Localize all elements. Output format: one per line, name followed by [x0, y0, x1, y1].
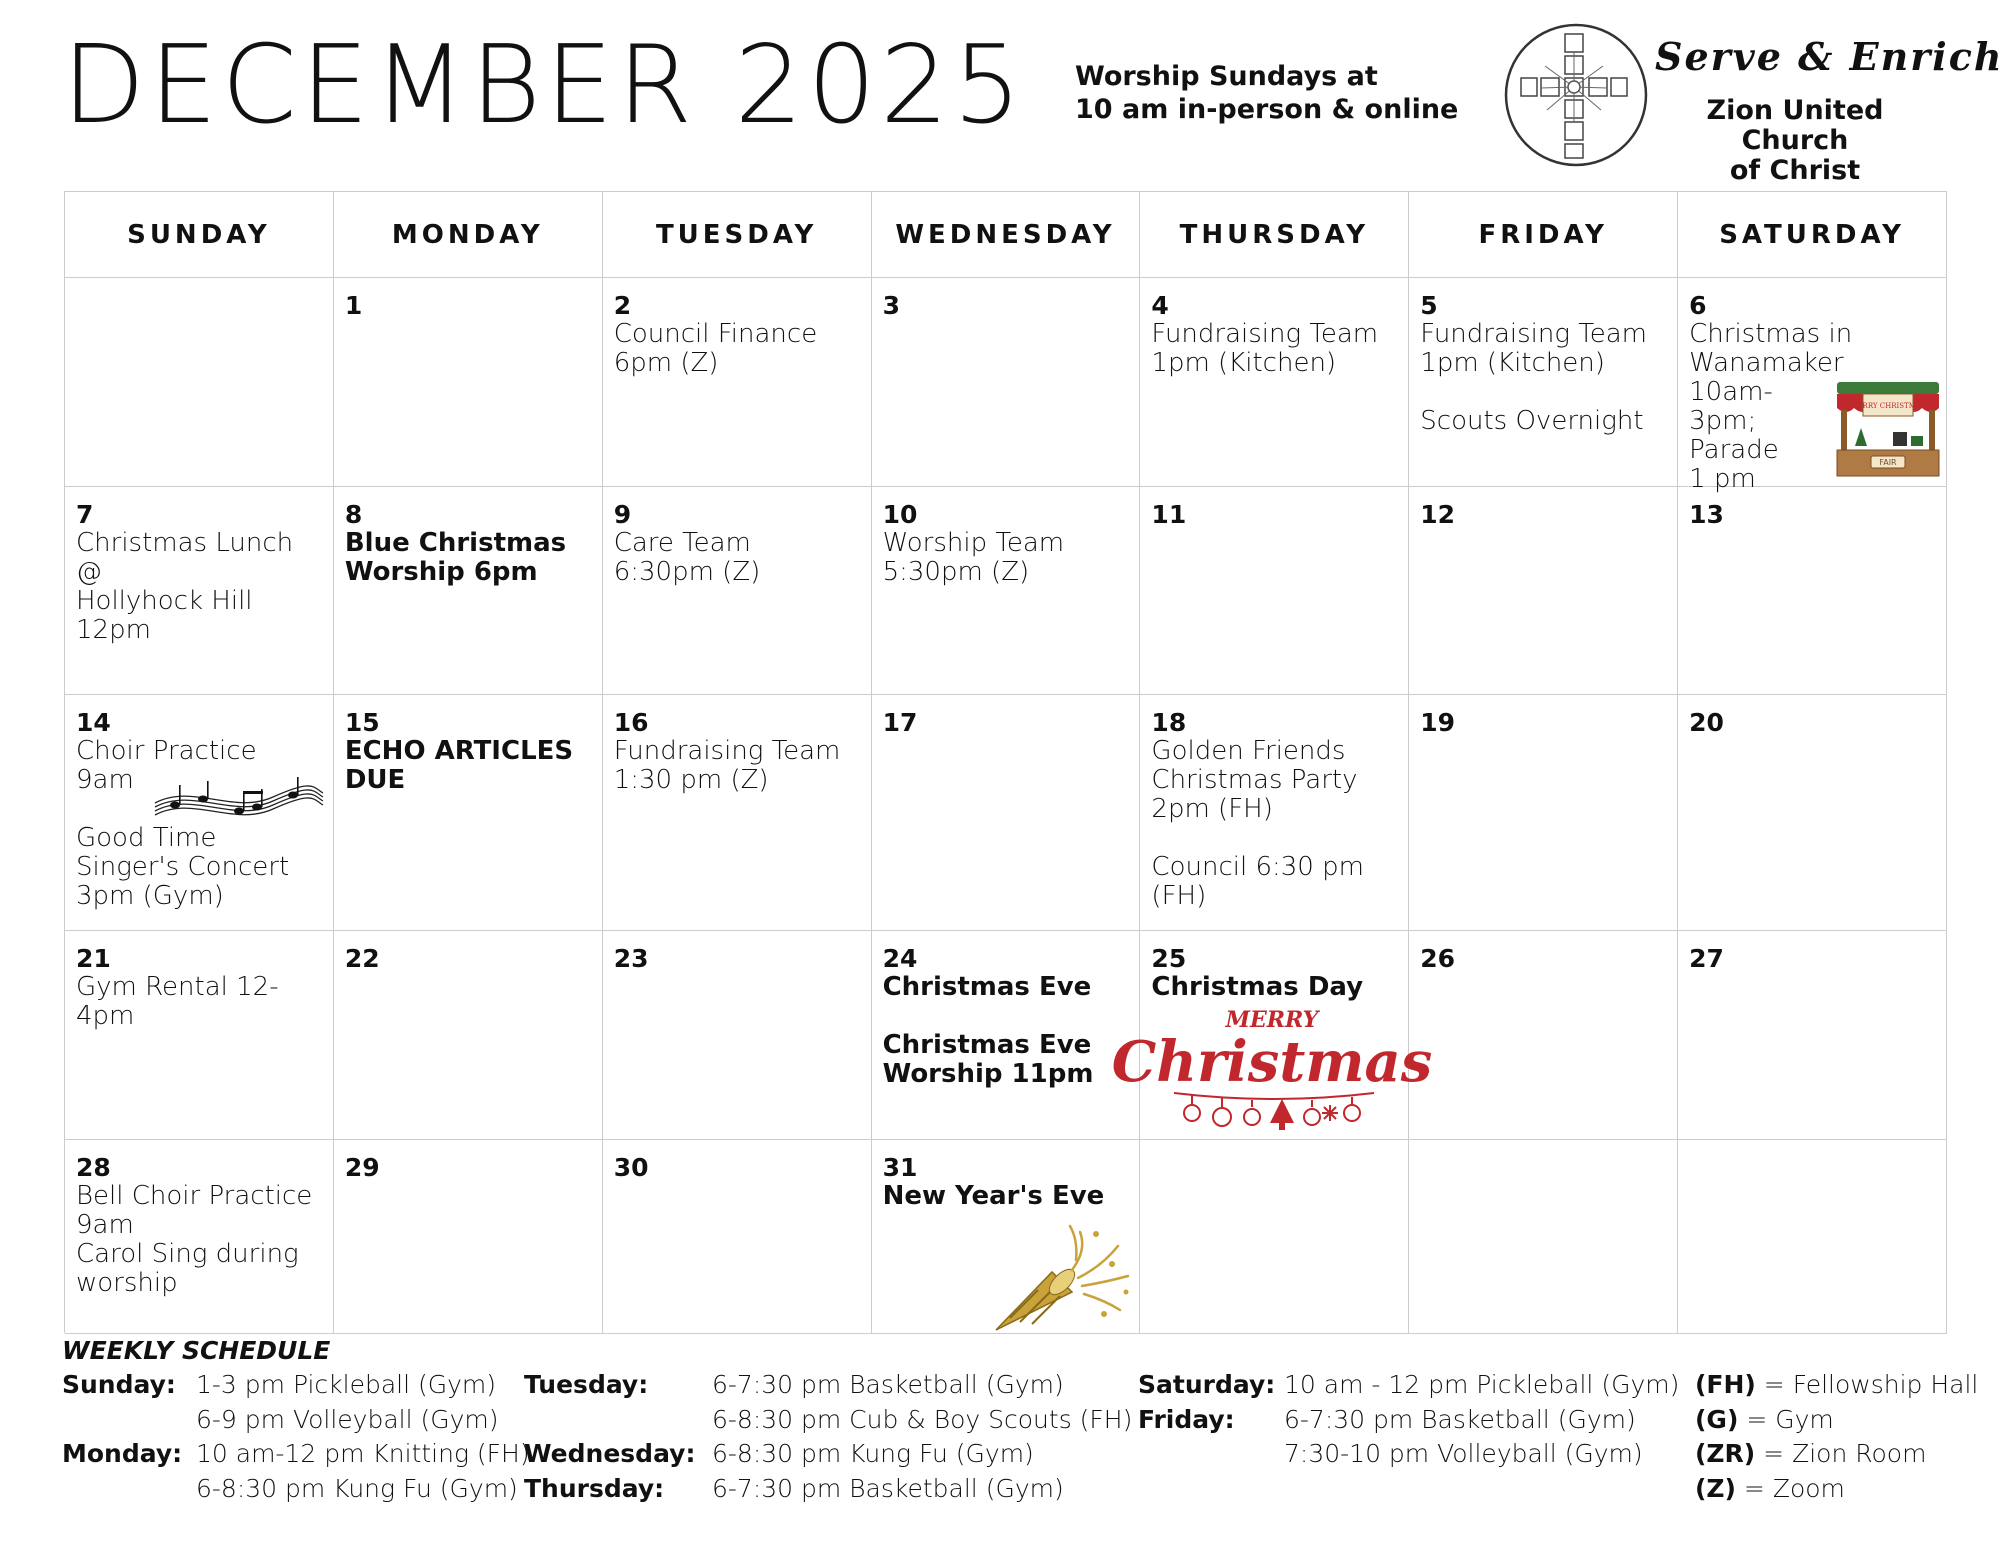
- day-number: 8: [344, 500, 363, 529]
- cross-logo-icon: [1503, 22, 1649, 168]
- day-number: 28: [76, 1153, 111, 1182]
- day-number: 1: [344, 291, 363, 320]
- day-cell-12[interactable]: [1409, 487, 1678, 695]
- day-cell-5[interactable]: [1409, 278, 1678, 487]
- event-fundraising-team: Fundraising Team 1:30 pm (Z): [613, 736, 841, 795]
- day-cell-13[interactable]: [1678, 487, 1947, 695]
- event-care-team: Care Team 6:30pm (Z): [613, 528, 761, 587]
- event-christmas-eve-worship: Christmas Eve Worship 11pm: [882, 1030, 1094, 1089]
- worship-line-1: Worship Sundays at: [1075, 61, 1378, 92]
- event-bell-choir-carol-sing: Bell Choir Practice 9am Carol Sing during worship: [76, 1181, 313, 1298]
- legend-key: (ZR): [1695, 1439, 1756, 1468]
- day-number: 16: [613, 708, 649, 737]
- church-name: [1655, 96, 1935, 186]
- weekly-monday-item: 6-8:30 pm Kung Fu (Gym): [196, 1473, 518, 1503]
- legend-key: (Z): [1695, 1473, 1736, 1503]
- day-cell-28[interactable]: [65, 1140, 334, 1334]
- day-cell-23[interactable]: [603, 931, 872, 1140]
- day-number: 22: [344, 944, 380, 973]
- day-number: 4: [1151, 291, 1169, 320]
- legend-text: = Gym: [1738, 1404, 1834, 1434]
- day-cell-18[interactable]: [1140, 695, 1409, 931]
- day-number: 17: [882, 708, 918, 737]
- day-cell-2[interactable]: [603, 278, 872, 487]
- party-popper-icon: [992, 1220, 1132, 1334]
- weekly-saturday-label: Saturday:: [1138, 1370, 1276, 1399]
- weekday-header-wednesday: WEDNESDAY: [872, 192, 1141, 278]
- weekday-header-sunday: SUNDAY: [65, 192, 334, 278]
- weekly-sunday-item: 6-9 pm Volleyball (Gym): [196, 1404, 499, 1434]
- day-cell-10[interactable]: [872, 487, 1141, 695]
- event-christmas-lunch: Christmas Lunch @ Hollyhock Hill 12pm: [76, 528, 294, 645]
- day-cell-30[interactable]: [603, 1140, 872, 1334]
- weekly-wednesday-item: 6-8:30 pm Kung Fu (Gym): [712, 1439, 1034, 1468]
- day-cell-22[interactable]: [334, 931, 603, 1140]
- day-number: 2: [613, 291, 632, 320]
- day-number: 3: [882, 291, 900, 320]
- day-number: 9: [613, 500, 632, 529]
- legend-item: [1695, 1368, 1978, 1403]
- event-scouts-overnight: Scouts Overnight: [1420, 406, 1644, 436]
- weekly-monday-label: Monday:: [62, 1439, 183, 1468]
- merry-christmas-icon: [1112, 1001, 1433, 1135]
- weekly-wednesday-label: Wednesday:: [524, 1439, 696, 1468]
- day-number: 24: [882, 944, 918, 973]
- day-number: 18: [1151, 708, 1187, 737]
- day-cell-9[interactable]: [603, 487, 872, 695]
- day-cell-24[interactable]: [872, 931, 1141, 1140]
- weekday-header-friday: FRIDAY: [1409, 192, 1678, 278]
- day-number: 12: [1420, 500, 1456, 529]
- day-cell-7[interactable]: [65, 487, 334, 695]
- day-cell-26[interactable]: [1409, 931, 1678, 1140]
- day-cell-empty: [65, 278, 334, 487]
- event-golden-friends-party: Golden Friends Christmas Party 2pm (FH): [1151, 736, 1358, 824]
- day-cell-15[interactable]: [334, 695, 603, 931]
- event-fundraising-team: Fundraising Team 1pm (Kitchen): [1151, 319, 1379, 378]
- weekly-schedule-title: WEEKLY SCHEDULE: [62, 1336, 331, 1365]
- calendar-grid: [64, 191, 1947, 1333]
- weekly-tuesday-label: Tuesday:: [524, 1370, 649, 1399]
- day-cell-16[interactable]: [603, 695, 872, 931]
- legend-text: = Zoom: [1735, 1473, 1845, 1503]
- event-gym-rental: Gym Rental 12- 4pm: [76, 972, 279, 1031]
- tagline: Serve & Enrich: [1655, 34, 2003, 79]
- day-number: 29: [344, 1153, 380, 1182]
- day-number: 21: [76, 944, 111, 973]
- day-number: 7: [76, 500, 94, 529]
- day-cell-19[interactable]: [1409, 695, 1678, 931]
- weekly-thursday-label: Thursday:: [524, 1473, 665, 1503]
- worship-note: [1075, 60, 1458, 126]
- music-notes-icon: [153, 777, 325, 827]
- day-number: 6: [1689, 291, 1707, 320]
- weekday-header-tuesday: TUESDAY: [603, 192, 872, 278]
- day-cell-4[interactable]: [1140, 278, 1409, 487]
- day-cell-20[interactable]: [1678, 695, 1947, 931]
- day-number: 26: [1420, 944, 1456, 973]
- day-cell-27[interactable]: [1678, 931, 1947, 1140]
- weekly-schedule: [62, 1336, 1979, 1536]
- day-number: 13: [1689, 500, 1724, 529]
- event-choir-practice: Choir Practice 9am: [76, 736, 257, 795]
- day-cell-29[interactable]: [334, 1140, 603, 1334]
- legend-text: = Fellowship Hall: [1755, 1370, 1979, 1399]
- day-number: 14: [76, 708, 111, 737]
- legend-key: (FH): [1695, 1370, 1756, 1399]
- event-good-time-singers-concert: Good Time Singer's Concert 3pm (Gym): [76, 823, 290, 911]
- legend-item: [1695, 1472, 1845, 1507]
- day-cell-14[interactable]: [65, 695, 334, 931]
- day-cell-31[interactable]: [872, 1140, 1141, 1334]
- page-title: DECEMBER 2025: [62, 23, 1026, 148]
- market-stall-icon: [1833, 376, 1943, 486]
- legend-item: [1695, 1437, 1926, 1472]
- event-blue-christmas: Blue Christmas Worship 6pm: [344, 528, 567, 587]
- day-number: 5: [1420, 291, 1438, 320]
- weekly-friday-item: 6-7:30 pm Basketball (Gym): [1284, 1404, 1636, 1434]
- day-cell-11[interactable]: [1140, 487, 1409, 695]
- legend-item: [1695, 1403, 1834, 1438]
- weekly-thursday-item: 6-7:30 pm Basketball (Gym): [712, 1473, 1064, 1503]
- day-cell-21[interactable]: [65, 931, 334, 1140]
- event-new-years-eve: New Year's Eve: [882, 1181, 1105, 1211]
- day-number: 15: [344, 708, 380, 737]
- worship-line-2: 10 am in-person & online: [1075, 94, 1459, 125]
- event-echo-articles-due: ECHO ARTICLES DUE: [344, 736, 574, 795]
- day-cell-empty: [1140, 1140, 1409, 1334]
- christmas-text: Christmas: [1112, 1029, 1433, 1095]
- day-number: 27: [1689, 944, 1724, 973]
- day-number: 25: [1151, 944, 1187, 973]
- weekly-saturday-item: 10 am - 12 pm Pickleball (Gym): [1284, 1370, 1680, 1399]
- weekly-friday-item: 7:30-10 pm Volleyball (Gym): [1284, 1439, 1643, 1468]
- day-number: 23: [613, 944, 649, 973]
- merry-text: MERRY: [1226, 1007, 1319, 1033]
- day-number: 19: [1420, 708, 1456, 737]
- day-cell-3[interactable]: [872, 278, 1141, 487]
- day-cell-empty: [1678, 1140, 1947, 1334]
- day-cell-8[interactable]: [334, 487, 603, 695]
- weekly-sunday-item: 1-3 pm Pickleball (Gym): [196, 1370, 497, 1399]
- day-number: 20: [1689, 708, 1724, 737]
- day-number: 10: [882, 500, 918, 529]
- day-cell-17[interactable]: [872, 695, 1141, 931]
- event-fundraising-team: Fundraising Team 1pm (Kitchen): [1420, 319, 1647, 378]
- stall-sign-text: MERRY CHRISTMAS: [1850, 402, 1926, 410]
- weekly-tuesday-item: 6-8:30 pm Cub & Boy Scouts (FH): [712, 1404, 1133, 1434]
- day-number: 31: [882, 1153, 918, 1182]
- event-council-finance: Council Finance 6pm (Z): [613, 319, 818, 378]
- day-cell-empty: [1409, 1140, 1678, 1334]
- weekly-friday-label: Friday:: [1138, 1404, 1235, 1434]
- legend-key: (G): [1695, 1404, 1739, 1434]
- weekly-monday-item: 10 am-12 pm Knitting (FH): [196, 1439, 530, 1468]
- event-christmas-eve: Christmas Eve: [882, 972, 1092, 1002]
- day-number: 11: [1151, 500, 1187, 529]
- weekday-header-monday: MONDAY: [334, 192, 603, 278]
- stall-board-text: FAIR: [1879, 458, 1897, 467]
- church-name-line-1: Zion United Church: [1706, 95, 1884, 156]
- weekday-header-thursday: THURSDAY: [1140, 192, 1409, 278]
- day-cell-25[interactable]: [1112, 931, 1433, 1140]
- event-christmas-day: Christmas Day: [1151, 972, 1364, 1002]
- church-name-line-2: of Christ: [1729, 155, 1861, 186]
- legend-text: = Zion Room: [1755, 1439, 1927, 1468]
- day-cell-1[interactable]: [334, 278, 603, 487]
- weekly-sunday-label: Sunday:: [62, 1370, 176, 1399]
- day-number: 30: [613, 1153, 649, 1182]
- weekly-tuesday-item: 6-7:30 pm Basketball (Gym): [712, 1370, 1064, 1399]
- event-worship-team: Worship Team 5:30pm (Z): [882, 528, 1065, 587]
- event-christmas-in-wanamaker: Christmas in Wanamaker 10am- 3pm; Parade 1 pm: [1689, 319, 1853, 494]
- event-council: Council 6:30 pm (FH): [1151, 852, 1364, 911]
- weekday-header-saturday: SATURDAY: [1678, 192, 1947, 278]
- day-cell-6[interactable]: [1678, 278, 1947, 494]
